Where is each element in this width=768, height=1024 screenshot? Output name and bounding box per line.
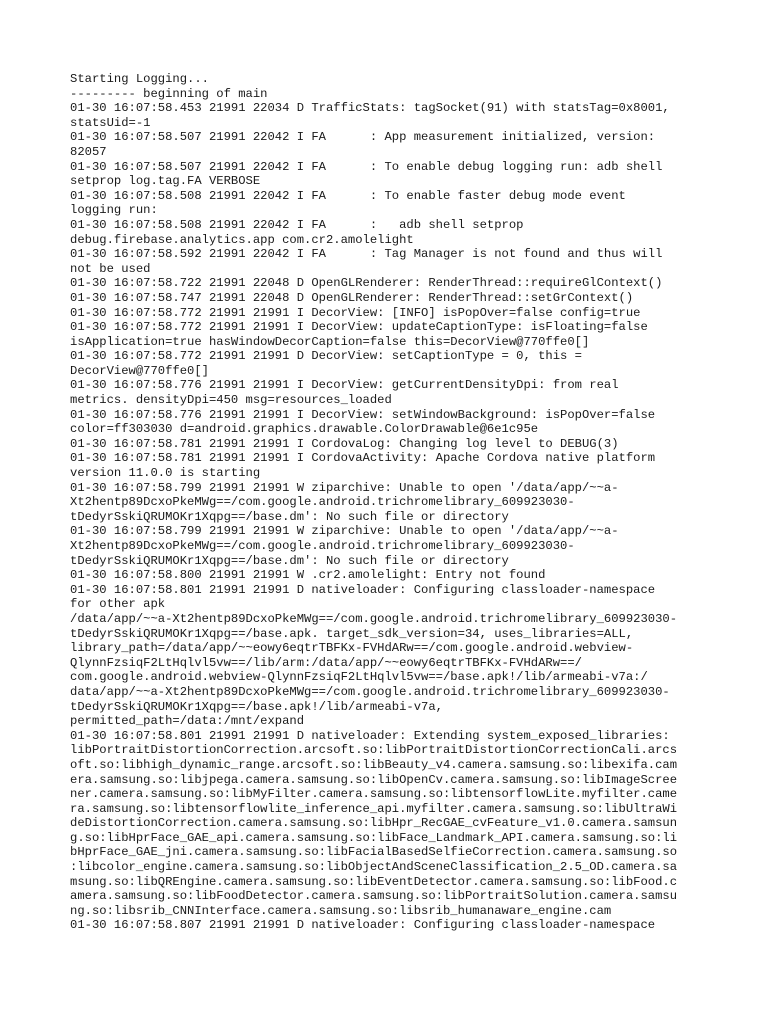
- log-line: for other apk: [70, 597, 166, 612]
- log-line: data/app/~~a-Xt2hentp89DcxoPkeMWg==/com.google.android.trichromelibrary_609923030-: [70, 684, 670, 699]
- log-line: 82057: [70, 144, 107, 159]
- log-line: metrics. densityDpi=450 msg=resources_loaded: [70, 393, 392, 408]
- log-line: 01-30 16:07:58.508 21991 22042 I FA : To enable faster debug mode event: [70, 188, 626, 203]
- log-line: 01-30 16:07:58.800 21991 21991 W .cr2.amolelight: Entry not found: [70, 568, 546, 583]
- log-line: library_path=/data/app/~~eowy6eqtrTBFKx-FVHdARw==/com.google.android.webview-: [70, 641, 634, 656]
- log-line: isApplication=true hasWindowDecorCaption=false this=DecorView@770ffe0[]: [70, 334, 590, 349]
- log-line: Starting Logging...: [70, 72, 209, 86]
- log-line: 01-30 16:07:58.722 21991 22048 D OpenGLRenderer: RenderThread::requireGlContext(): [70, 276, 663, 291]
- log-line: 01-30 16:07:58.801 21991 21991 D nativeloader: Extending system_exposed_libraries:: [70, 728, 670, 743]
- log-line: setprop log.tag.FA VERBOSE: [70, 174, 261, 189]
- log-line: 01-30 16:07:58.799 21991 21991 W ziparchive: Unable to open '/data/app/~~a-: [70, 524, 619, 539]
- log-line: 01-30 16:07:58.508 21991 22042 I FA : adb shell setprop: [70, 217, 524, 232]
- log-line: amera.samsung.so:libFoodDetector.camera.samsung.so:libPortraitSolution.camera.samsu: [70, 889, 678, 904]
- log-line: statsUid=-1: [70, 115, 151, 130]
- log-line: ra.samsung.so:libtensorflowlite_inference_api.myfilter.camera.samsung.so:libUltraWi: [70, 801, 678, 816]
- log-line: 01-30 16:07:58.453 21991 22034 D TrafficStats: tagSocket(91) with statsTag=0x8001,: [70, 101, 670, 116]
- log-line: QlynnFzsiqF2LtHqlvl5vw==/lib/arm:/data/app/~~eowy6eqtrTBFKx-FVHdARw==/: [70, 655, 582, 670]
- log-line: g.so:libHprFace_GAE_api.camera.samsung.so:libFace_Landmark_API.camera.samsung.so:li: [70, 830, 678, 845]
- log-line: tDedyrSskiQRUMOKr1Xqpg==/base.apk. target_sdk_version=34, uses_libraries=ALL,: [70, 626, 634, 641]
- log-line: /data/app/~~a-Xt2hentp89DcxoPkeMWg==/com.google.android.trichromelibrary_609923030-: [70, 611, 678, 626]
- log-line: tDedyrSskiQRUMOKr1Xqpg==/base.dm': No such file or directory: [70, 553, 509, 568]
- log-line: permitted_path=/data:/mnt/expand: [70, 714, 305, 729]
- log-line: 01-30 16:07:58.772 21991 21991 I DecorView: updateCaptionType: isFloating=false: [70, 320, 648, 335]
- log-line: tDedyrSskiQRUMOKr1Xqpg==/base.dm': No such file or directory: [70, 509, 509, 524]
- log-line: 01-30 16:07:58.776 21991 21991 I DecorView: setWindowBackground: isPopOver=false: [70, 407, 656, 422]
- log-line: not be used: [70, 261, 151, 276]
- log-line: com.google.android.webview-QlynnFzsiqF2LtHqlvl5vw==/base.apk!/lib/armeabi-v7a:/: [70, 670, 648, 685]
- log-line: DecorView@770ffe0[]: [70, 363, 209, 378]
- log-line: deDistortionCorrection.camera.samsung.so:libHpr_RecGAE_cvFeature_v1.0.camera.samsun: [70, 816, 678, 831]
- log-line: 01-30 16:07:58.781 21991 21991 I CordovaActivity: Apache Cordova native platform: [70, 451, 656, 466]
- log-line: 01-30 16:07:58.507 21991 22042 I FA : App measurement initialized, version:: [70, 130, 656, 145]
- log-line: 01-30 16:07:58.772 21991 21991 I DecorView: [INFO] isPopOver=false config=true: [70, 305, 641, 320]
- log-line: 01-30 16:07:58.747 21991 22048 D OpenGLRenderer: RenderThread::setGrContext(): [70, 290, 634, 305]
- log-line: era.samsung.so:libjpega.camera.samsung.so:libOpenCv.camera.samsung.so:libImageScree: [70, 772, 678, 787]
- log-line: 01-30 16:07:58.807 21991 21991 D nativeloader: Configuring classloader-namespace: [70, 918, 656, 933]
- log-line: 01-30 16:07:58.592 21991 22042 I FA : Tag Manager is not found and thus will: [70, 247, 663, 262]
- log-line: bHprFace_GAE_jni.camera.samsung.so:libFacialBasedSelfieCorrection.camera.samsung.so: [70, 845, 678, 860]
- log-document: [70, 72, 710, 933]
- log-line: --------- beginning of main: [70, 86, 268, 101]
- log-line: 01-30 16:07:58.801 21991 21991 D nativeloader: Configuring classloader-namespace: [70, 582, 656, 597]
- log-line: Xt2hentp89DcxoPkeMWg==/com.google.android.trichromelibrary_609923030-: [70, 495, 575, 510]
- log-line: oft.so:libhigh_dynamic_range.arcsoft.so:libBeauty_v4.camera.samsung.so:libexifa.cam: [70, 757, 678, 772]
- log-line: Xt2hentp89DcxoPkeMWg==/com.google.android.trichromelibrary_609923030-: [70, 539, 575, 553]
- log-line: :libcolor_engine.camera.samsung.so:libObjectAndSceneClassification_2.5_OD.camera.sa: [70, 860, 678, 875]
- log-line: debug.firebase.analytics.app com.cr2.amolelight: [70, 232, 414, 247]
- log-line: 01-30 16:07:58.781 21991 21991 I CordovaLog: Changing log level to DEBUG(3): [70, 436, 619, 451]
- log-line: tDedyrSskiQRUMOKr1Xqpg==/base.apk!/lib/armeabi-v7a,: [70, 699, 443, 714]
- log-line: 01-30 16:07:58.772 21991 21991 D DecorView: setCaptionType = 0, this =: [70, 349, 582, 364]
- log-line: version 11.0.0 is starting: [70, 466, 261, 481]
- log-line: ner.camera.samsung.so:libMyFilter.camera.samsung.so:libtensorflowLite.myfilter.came: [70, 787, 678, 802]
- log-line: color=ff303030 d=android.graphics.drawable.ColorDrawable@6e1c95e: [70, 422, 539, 437]
- log-line: msung.so:libQREngine.camera.samsung.so:libEventDetector.camera.samsung.so:libFood.c: [70, 874, 678, 889]
- log-line: ng.so:libsrib_CNNInterface.camera.samsung.so:libsrib_humanaware_engine.cam: [70, 903, 612, 918]
- log-line: 01-30 16:07:58.507 21991 22042 I FA : To enable debug logging run: adb shell: [70, 159, 663, 174]
- log-line: libPortraitDistortionCorrection.arcsoft.so:libPortraitDistortionCorrectionCali.arcs: [70, 743, 678, 758]
- log-line: logging run:: [70, 203, 158, 218]
- log-line: 01-30 16:07:58.776 21991 21991 I DecorView: getCurrentDensityDpi: from real: [70, 378, 619, 393]
- log-line: 01-30 16:07:58.799 21991 21991 W ziparchive: Unable to open '/data/app/~~a-: [70, 480, 619, 495]
